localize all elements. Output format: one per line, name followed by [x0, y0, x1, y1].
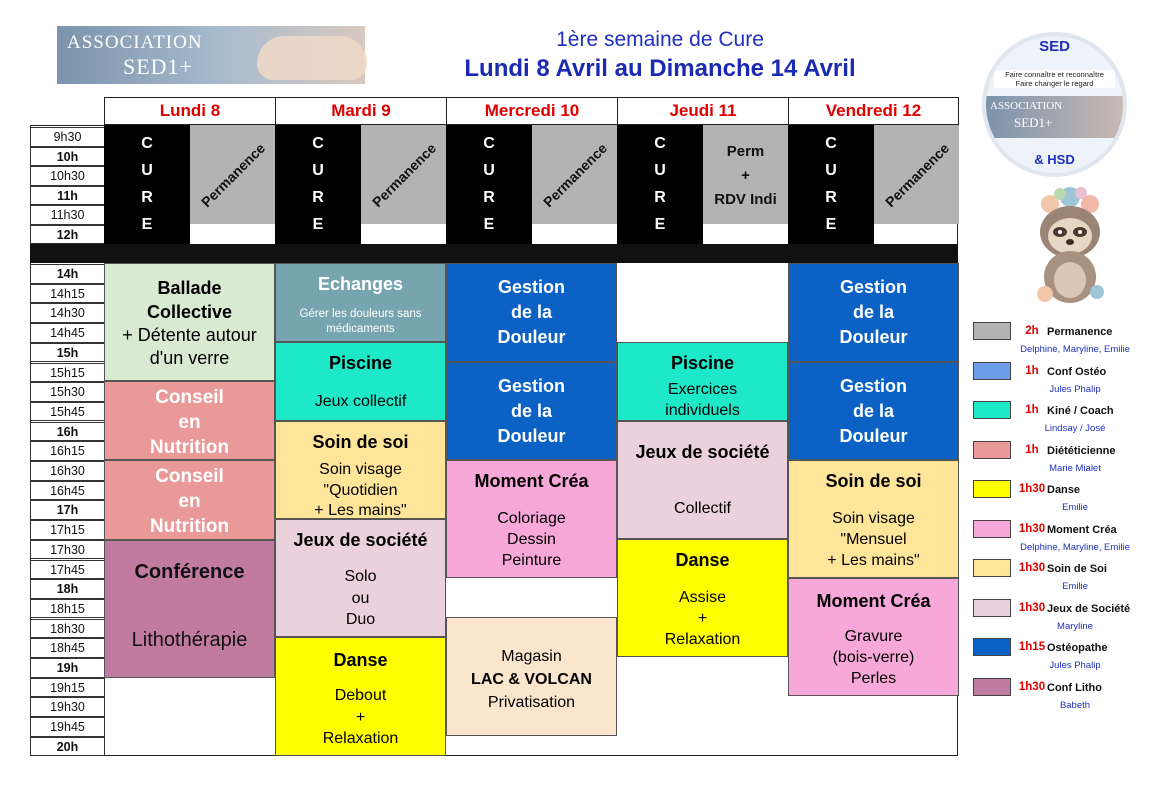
conseil1-l1: Conseil: [155, 387, 224, 408]
cure-letter: R: [654, 189, 666, 206]
jeux-mardi-l2: Solo: [344, 568, 377, 585]
cure-letter: C: [825, 135, 837, 152]
gestion-mer2-l3: Douleur: [497, 426, 566, 446]
legend-name: Ostéopathe: [1047, 642, 1108, 654]
association-logo: [57, 26, 365, 84]
permanence-block-monday: [190, 125, 275, 224]
legend-person: Delphine, Maryline, Emilie: [1020, 344, 1130, 355]
time-slot: 17h30: [30, 540, 105, 560]
time-slot: 18h15: [30, 599, 105, 619]
cure-letter: U: [654, 162, 666, 179]
crea-mer-title: Moment Créa: [474, 471, 589, 491]
time-slot: 16h: [30, 422, 105, 442]
legend-swatch: [973, 559, 1011, 577]
time-slot: 14h30: [30, 303, 105, 323]
jeux-jeudi-title: Jeux de société: [635, 442, 770, 462]
legend-swatch: [973, 480, 1011, 498]
legend-person: Lindsay / José: [1044, 423, 1106, 434]
legend-duration: 2h: [1025, 325, 1039, 337]
cure-letter: R: [825, 189, 837, 206]
ballade-title-2: Collective: [146, 302, 233, 322]
sloth-illustration: [1015, 182, 1125, 307]
piscine-jeudi-l2: Exercices: [667, 381, 738, 398]
crea-mer-l2: Coloriage: [497, 510, 566, 527]
page-title: Lundi 8 Avril au Dimanche 14 Avril: [464, 55, 856, 82]
time-slot: 19h45: [30, 717, 105, 737]
echanges-title: Echanges: [317, 274, 404, 294]
badge-line2: Faire changer le regard: [994, 79, 1115, 88]
cure-block-monday: [104, 125, 190, 244]
activity-jeux-mardi: [275, 519, 446, 637]
time-slot: 17h45: [30, 560, 105, 580]
day-header-monday: Lundi 8: [104, 97, 276, 125]
jeux-mardi-title: Jeux de société: [293, 530, 428, 550]
legend-person: Delphine, Maryline, Emilie: [1020, 541, 1130, 553]
perm-rdv-line: +: [741, 167, 750, 184]
gestion-ven2-l3: Douleur: [839, 426, 908, 446]
time-slot: 11h30: [30, 205, 105, 225]
crea-mer-l3: Dessin: [507, 531, 556, 548]
activity-soin-de-soi-ven: [788, 460, 959, 578]
permanence-block-wednesday: [532, 125, 617, 224]
conseil2-l3: Nutrition: [149, 516, 230, 537]
activity-ballade: [104, 263, 275, 381]
legend-duration: 1h30: [1018, 483, 1046, 495]
cure-block-wednesday: [446, 125, 532, 244]
ballade-line-3: + Détente autour: [122, 325, 257, 345]
activity-danse-mardi: [275, 637, 446, 756]
logo-line-1: ASSOCIATION: [67, 32, 203, 53]
magasin-l3: Privatisation: [487, 694, 576, 711]
ballade-line-4: d'un verre: [149, 348, 230, 368]
time-slot: 9h30: [30, 127, 105, 147]
cure-letter: U: [312, 162, 324, 179]
sed-hsd-badge: [982, 32, 1127, 177]
legend-duration: 1h: [1025, 404, 1039, 416]
legend-person: Babeth: [1059, 699, 1091, 711]
activity-echanges: [275, 263, 446, 342]
time-slot: 14h15: [30, 284, 105, 304]
legend-name: Kiné / Coach: [1047, 405, 1114, 417]
echanges-line-3: médicaments: [326, 323, 395, 335]
cure-letter: R: [483, 189, 495, 206]
piscine-mardi-title: Piscine: [328, 353, 393, 373]
legend-person: Marie Mialet: [1049, 462, 1101, 474]
time-slot: 19h15: [30, 678, 105, 698]
jeux-mardi-l4: Duo: [345, 611, 376, 628]
permanence-block-tuesday: [361, 125, 446, 224]
legend-person: Maryline: [1057, 620, 1093, 632]
soin-ven-l4: + Les mains": [827, 552, 920, 569]
cure-letter: C: [654, 135, 666, 152]
legend-duration: 1h: [1025, 364, 1039, 377]
cure-letter: C: [312, 135, 324, 152]
activity-gestion-ven-2: [788, 362, 959, 460]
legend-swatch: [973, 638, 1011, 656]
time-slot: 17h15: [30, 520, 105, 540]
legend-person: Jules Phalip: [1049, 383, 1101, 395]
ballade-title: Ballade: [157, 278, 222, 298]
danse-jeudi-title: Danse: [675, 550, 730, 570]
activity-gestion-mer-1: [446, 263, 617, 362]
legend-swatch: [973, 520, 1011, 538]
conference-topic: Lithothérapie: [131, 629, 248, 651]
legend-duration: 1h30: [1018, 601, 1046, 614]
badge-top: SED: [1039, 38, 1070, 55]
gestion-ven2-l1: Gestion: [839, 376, 907, 396]
cure-letter: C: [141, 135, 153, 152]
crea-ven-title: Moment Créa: [816, 591, 931, 611]
crea-mer-l4: Peinture: [501, 552, 562, 569]
soin-mardi-l2: Soin visage: [319, 461, 402, 478]
soin-mardi-l3: "Quotidien: [323, 482, 398, 499]
day-header-thursday: Jeudi 11: [617, 97, 789, 125]
activity-soin-de-soi-mardi: [275, 421, 446, 519]
time-slot: 10h30: [30, 166, 105, 186]
cure-letter: R: [141, 189, 153, 206]
baby-hand-image: [257, 36, 367, 80]
day-header-wednesday: Mercredi 10: [446, 97, 618, 125]
danse-mardi-title: Danse: [333, 650, 388, 670]
legend-swatch: [973, 362, 1011, 380]
gestion-ven1-l3: Douleur: [839, 327, 908, 347]
gestion-ven2-l2: de la: [852, 401, 895, 421]
time-slot: 12h: [30, 225, 105, 245]
gestion-mer1-l2: de la: [510, 302, 553, 322]
legend-name: Soin de Soi: [1047, 563, 1107, 575]
conseil1-l2: en: [178, 412, 201, 433]
activity-conseil-nutrition-1: [104, 381, 275, 460]
cure-letter: E: [141, 216, 153, 233]
jeux-jeudi-l2: Collectif: [674, 500, 731, 517]
badge-assoc1: ASSOCIATION: [990, 100, 1063, 112]
legend-person: Emilie: [1062, 502, 1088, 513]
legend-swatch: [973, 599, 1011, 617]
jeux-mardi-l3: ou: [351, 590, 370, 607]
legend-person: Emilie: [1062, 581, 1088, 592]
legend-duration: 1h: [1025, 443, 1039, 456]
time-slot: 17h: [30, 500, 105, 520]
legend-name: Permanence: [1047, 326, 1113, 338]
activity-moment-crea-ven: [788, 578, 959, 696]
gestion-mer1-l1: Gestion: [497, 277, 565, 297]
time-slot: 16h30: [30, 461, 105, 481]
crea-ven-l3: (bois-verre): [832, 649, 915, 666]
gestion-ven1-l1: Gestion: [839, 277, 907, 297]
permanence-label: Permanence: [881, 139, 952, 210]
danse-mardi-l3: +: [355, 709, 366, 726]
legend-duration: 1h30: [1018, 562, 1046, 574]
soin-ven-l2: Soin visage: [832, 510, 915, 527]
legend-duration: 1h30: [1018, 522, 1046, 535]
legend-swatch: [973, 322, 1011, 340]
time-slot: 16h15: [30, 441, 105, 461]
activity-gestion-mer-2: [446, 362, 617, 460]
crea-ven-l2: Gravure: [844, 628, 903, 645]
piscine-mardi-sub: Jeux collectif: [314, 393, 407, 410]
time-slot: 19h30: [30, 697, 105, 717]
cure-letter: E: [654, 216, 666, 233]
activity-conference: [104, 540, 275, 678]
time-slot: 14h45: [30, 323, 105, 343]
logo-line-2: SED1+: [123, 54, 193, 79]
time-slot: 16h45: [30, 481, 105, 501]
cure-block-friday: [788, 125, 874, 244]
cure-letter: U: [141, 162, 153, 179]
time-slot: 18h: [30, 579, 105, 599]
permanence-block-thursday: [703, 125, 788, 224]
echanges-line-2: Gérer les douleurs sans: [299, 308, 422, 320]
lunch-break-band: [30, 244, 958, 263]
gestion-mer1-l3: Douleur: [497, 327, 566, 347]
badge-logo-band: [986, 96, 1123, 138]
cure-block-thursday: [617, 125, 703, 244]
gestion-ven1-l2: de la: [852, 302, 895, 322]
legend-name: Diététicienne: [1047, 444, 1116, 457]
activity-jeux-jeudi: [617, 421, 788, 539]
danse-jeudi-l2: Assise: [678, 589, 727, 606]
legend-swatch: [973, 441, 1011, 459]
legend-duration: 1h30: [1018, 680, 1046, 693]
legend-name: Conf Ostéo: [1047, 365, 1107, 378]
piscine-jeudi-title: Piscine: [670, 353, 735, 373]
magasin-l2: LAC & VOLCAN: [471, 671, 592, 688]
legend-name: Danse: [1047, 484, 1081, 496]
cure-letter: E: [825, 216, 837, 233]
permanence-label: Permanence: [368, 139, 439, 210]
time-slot: 19h: [30, 658, 105, 678]
piscine-jeudi-l3: individuels: [665, 402, 740, 419]
soin-mardi-l4: + Les mains": [314, 502, 407, 519]
cure-letter: R: [312, 189, 324, 206]
badge-assoc2: SED1+: [1014, 115, 1053, 130]
perm-rdv-line: Perm: [726, 143, 765, 160]
activity-moment-crea-mer: [446, 460, 617, 578]
soin-ven-l3: "Mensuel: [840, 531, 907, 548]
legend-name: Moment Créa: [1047, 523, 1117, 536]
day-header-tuesday: Mardi 9: [275, 97, 447, 125]
conseil1-l3: Nutrition: [149, 437, 230, 458]
cure-letter: E: [483, 216, 495, 233]
legend-duration: 1h15: [1018, 641, 1046, 653]
time-slot: 15h30: [30, 382, 105, 402]
time-slot: 15h: [30, 343, 105, 363]
day-header-friday: Vendredi 12: [788, 97, 959, 125]
legend-swatch: [973, 401, 1011, 419]
time-slot: 14h: [30, 264, 105, 284]
permanence-label: Permanence: [539, 139, 610, 210]
legend-swatch: [973, 678, 1011, 696]
conseil2-l2: en: [178, 491, 201, 512]
time-slot: 18h45: [30, 638, 105, 658]
badge-line1: Faire connaître et reconnaître: [994, 70, 1115, 79]
cure-letter: U: [483, 162, 495, 179]
legend-person: Jules Phalip: [1049, 660, 1101, 671]
activity-magasin: [446, 617, 617, 736]
cure-letter: C: [483, 135, 495, 152]
cure-block-tuesday: [275, 125, 361, 244]
cure-letter: U: [825, 162, 837, 179]
magasin-l1: Magasin: [501, 648, 562, 665]
activity-piscine-jeudi: [617, 342, 788, 421]
badge-bottom: & HSD: [1034, 152, 1075, 167]
activity-gestion-ven-1: [788, 263, 959, 362]
gestion-mer2-l2: de la: [510, 401, 553, 421]
legend-name: Jeux de Société: [1047, 602, 1131, 615]
gestion-mer2-l1: Gestion: [497, 376, 565, 396]
soin-ven-title: Soin de soi: [825, 471, 922, 491]
time-slot: 10h: [30, 147, 105, 167]
activity-piscine-mardi: [275, 342, 446, 421]
permanence-block-friday: [874, 125, 959, 224]
legend-name: Conf Litho: [1047, 681, 1102, 694]
danse-mardi-l2: Debout: [334, 687, 387, 704]
conference-title: Conférence: [134, 561, 245, 583]
danse-mardi-l4: Relaxation: [322, 730, 399, 747]
activity-danse-jeudi: [617, 539, 788, 657]
activity-conseil-nutrition-2: [104, 460, 275, 540]
time-slot: 20h: [30, 737, 105, 757]
danse-jeudi-l3: +: [697, 610, 708, 627]
page-subtitle: 1ère semaine de Cure: [556, 28, 764, 51]
perm-rdv-line: RDV Indi: [714, 191, 777, 208]
danse-jeudi-l4: Relaxation: [664, 631, 741, 648]
soin-mardi-title: Soin de soi: [312, 432, 409, 452]
time-slot: 18h30: [30, 619, 105, 639]
permanence-label: Permanence: [197, 139, 268, 210]
time-slot: 15h45: [30, 402, 105, 422]
cure-letter: E: [312, 216, 324, 233]
crea-ven-l4: Perles: [850, 670, 897, 687]
time-slot: 15h15: [30, 363, 105, 383]
time-slot: 11h: [30, 186, 105, 206]
conseil2-l1: Conseil: [155, 466, 224, 487]
